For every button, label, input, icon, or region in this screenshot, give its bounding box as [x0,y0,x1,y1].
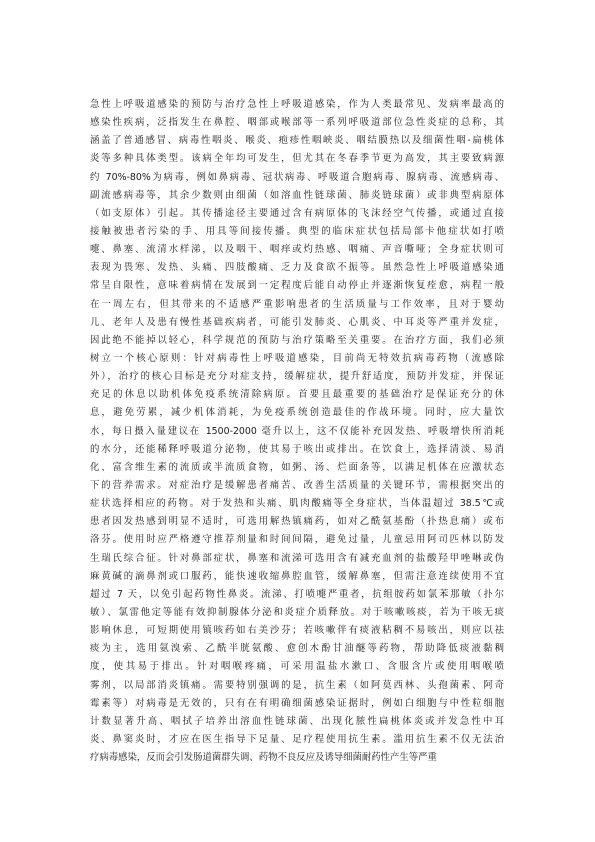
text-line: 影响休息，可短期使用镇咳药如右美沙芬；若咳嗽伴有痰液粘稠不易咳出，则应以祛 [90,625,504,637]
text-line: 约 70%-80%为病毒，例如鼻病毒、冠状病毒、呼吸道合胞病毒、腺病毒、流感病毒、 [90,171,504,183]
text-line: 常呈自限性，意味着病情在发展到一定程度后能自动停止并逐渐恢复痊愈，病程一般 [90,280,504,292]
text-line: 疗病毒感染，反而会引发肠道菌群失调、药物不良反应及诱导细菌耐药性产生等严重 [90,752,437,764]
text-line: 儿、老年人及患有慢性基础疾病者，可能引发肺炎、心肌炎、中耳炎等严重并发症， [90,316,504,328]
text-line: 水，每日摄入量建议在 1500-2000 毫升以上，这不仅能补充因发热、呼吸增快所消耗 [90,425,504,437]
text-line: 下的营养需求。对症治疗是缓解患者痛苦、改善生活质量的关键环节，需根据突出的 [90,479,504,491]
text-line: 化、富含维生素的流质或半流质食物，如粥、汤、烂面条等，以满足机体在应激状态 [90,461,504,473]
text-line: 症状选择相应的药物。对于发热和头痛、肌肉酸痛等全身症状，当体温超过 38.5℃或 [90,498,504,510]
text-line: 感染性疾病，泛指发生在鼻腔、咽部或喉部等一系列呼吸道部位急性炎症的总称，其 [90,117,504,129]
text-line: 在一周左右，但其带来的不适感严重影响患者的生活质量与工作效率，且对于婴幼 [90,298,504,310]
text-line: 计数显著升高、咽拭子培养出溶血性链球菌、出现化脓性扁桃体炎或并发急性中耳 [90,715,504,727]
text-line: 麻黄碱的滴鼻剂或口服药，能快速收缩鼻腔血管，缓解鼻塞，但需注意连续使用不宜 [90,570,504,582]
text-line: 度，使其易于排出。针对咽喉疼痛，可采用温盐水漱口、含服含片或使用咽喉喷 [90,661,504,673]
text-line: 充足的休息以助机体免疫系统清除病原。首要且最重要的基础治疗是保证充分的休 [90,389,504,401]
text-line: 霉素等）对病毒是无效的，只有在有明确细菌感染证据时，例如白细胞与中性粒细胞 [90,697,504,709]
text-line: 树立一个核心原则：针对病毒性上呼吸道感染，目前尚无特效抗病毒药物（流感除 [90,352,504,364]
text-line: 生瑞氏综合征。针对鼻部症状，鼻塞和流涕可选用含有减充血剂的盐酸羟甲唑啉或伪 [90,552,504,564]
body-paragraph [90,96,504,767]
text-line: 因此绝不能掉以轻心，科学规范的预防与治疗策略至关重要。在治疗方面，我们必须 [90,334,504,346]
text-line: 患者因发热感到明显不适时，可选用解热镇痛药，如对乙酰氨基酚（扑热息痛）或布 [90,516,504,528]
text-line: 的水分，还能稀释呼吸道分泌物，使其易于咳出或排出。在饮食上，选择清淡、易消 [90,443,504,455]
text-line: 急性上呼吸道感染的预防与治疗急性上呼吸道感染，作为人类最常见、发病率最高的 [90,99,504,110]
text-line: 痰为主，选用氨溴索、乙酰半胱氨酸、愈创木酚甘油醚等药物，帮助降低痰液黏稠 [90,643,504,655]
text-line: 炎、鼻窦炎时，才应在医生指导下足量、足疗程使用抗生素。滥用抗生素不仅无法治 [90,733,504,745]
text-line: 外），治疗的核心目标是充分对症支持，缓解症状，提升舒适度，预防并发症，并保证 [90,371,504,383]
text-line: 息，避免劳累，减少机体消耗，为免疫系统创造最佳的作战环境。同时，应大量饮 [90,407,504,419]
text-line: （如支原体）引起。其传播途径主要通过含有病原体的飞沫经空气传播，或通过直接 [90,207,504,219]
text-line: 副流感病毒等，其余少数则由细菌（如溶血性链球菌、肺炎链球菌）或非典型病原体 [90,189,504,201]
text-line: 敏）、氯雷他定等能有效抑制腺体分泌和炎症介质释放。对于咳嗽咳痰，若为干咳无痰 [90,606,504,618]
text-line: 涵盖了普通感冒、病毒性咽炎、喉炎、疱疹性咽峡炎、咽结膜热以及细菌性咽-扁桃体 [90,135,504,147]
text-line: 炎等多种具体类型。该病全年均可发生，但尤其在冬春季节更为高发，其主要致病源 [90,153,504,165]
text-line: 接触被患者污染的手、用具等间接传播。典型的临床症状包括局部卡他症状如打喷 [90,225,504,237]
text-line: 超过 7 天，以免引起药物性鼻炎。流涕、打喷嚏严重者，抗组胺药如氯苯那敏（扑尔 [90,588,504,600]
text-line: 表现为畏寒、发热、头痛、四肢酸痛、乏力及食欲不振等。虽然急性上呼吸道感染通 [90,262,504,274]
text-line: 嚏、鼻塞、流清水样涕，以及咽干、咽痒或灼热感、咽痛、声音嘶哑；全身症状则可 [90,244,504,256]
text-line: 洛芬。使用时应严格遵守推荐剂量和时间间隔，避免过量，儿童忌用阿司匹林以防发 [90,534,504,546]
text-line: 雾剂，以局部消炎镇痛。需要特别强调的是，抗生素（如阿莫西林、头孢菌素、阿奇 [90,679,504,691]
